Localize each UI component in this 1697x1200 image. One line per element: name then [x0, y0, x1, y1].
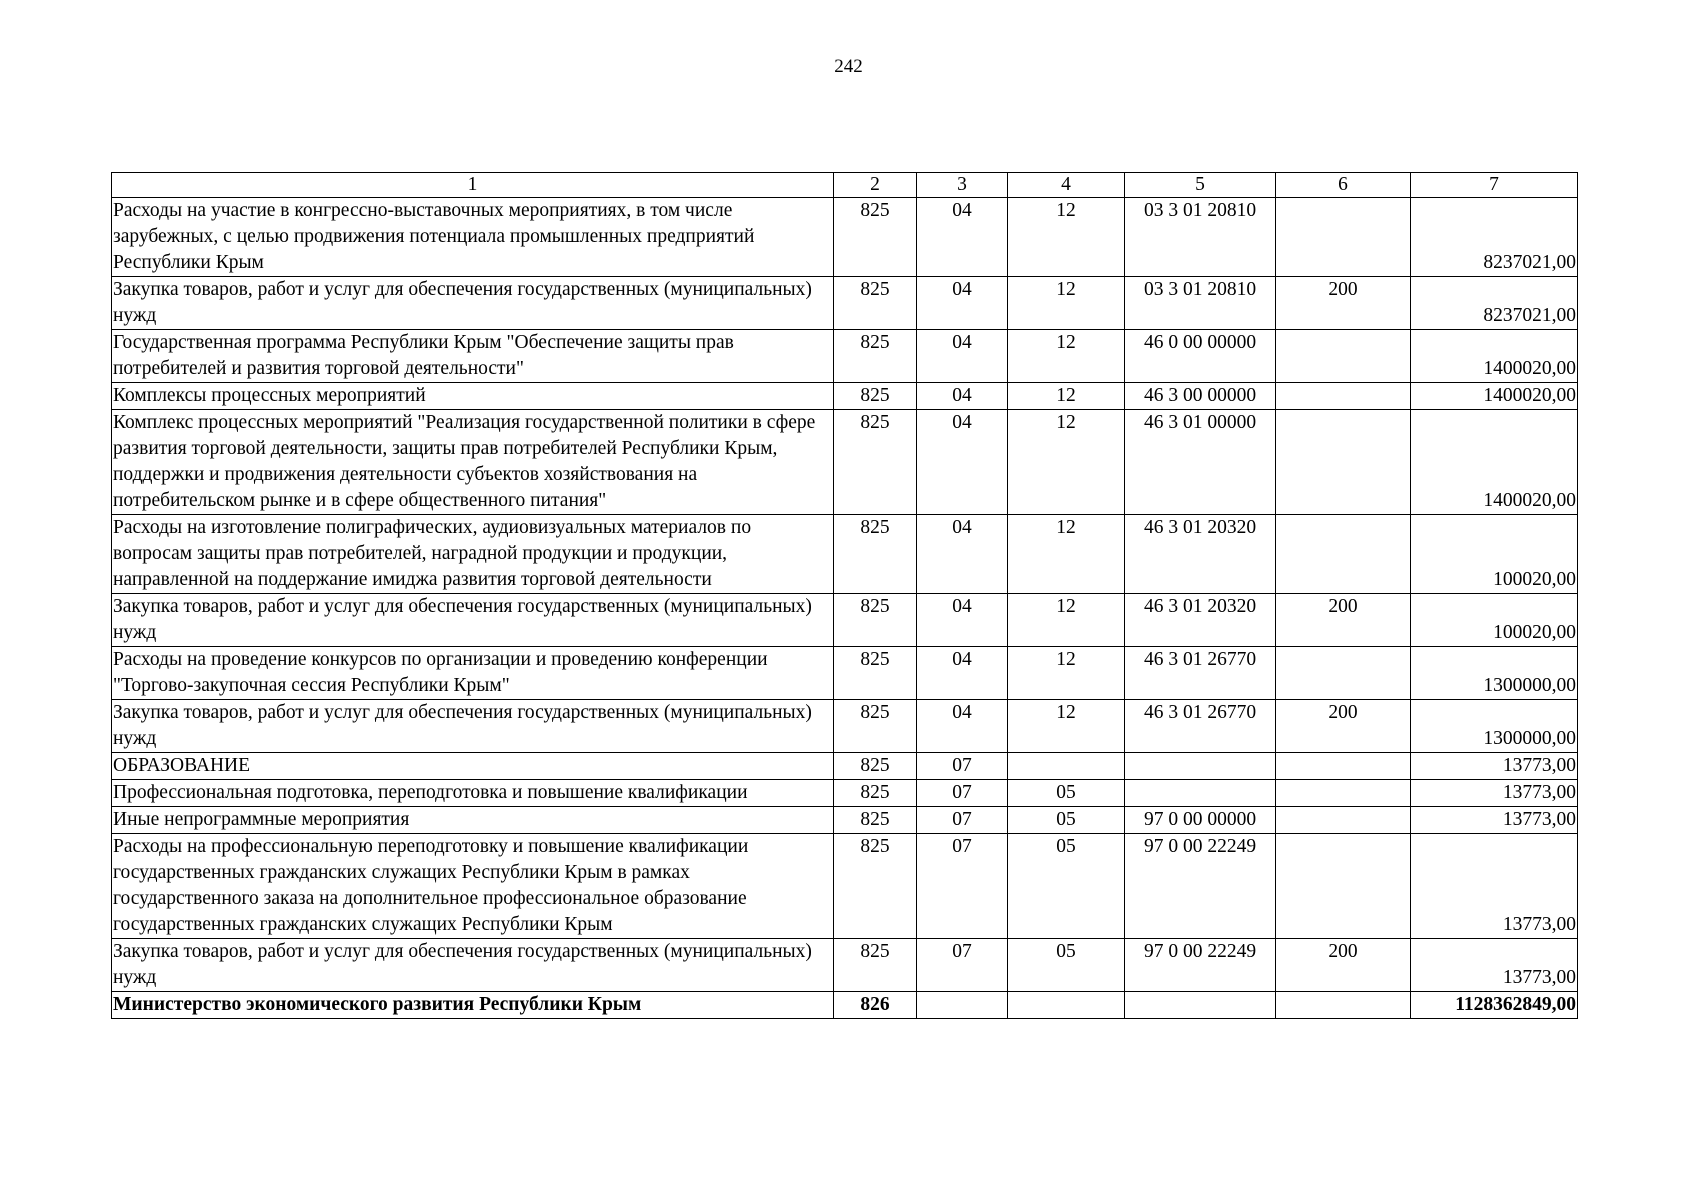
amount-cell: 1128362849,00: [1411, 992, 1578, 1019]
table-row: [112, 410, 1578, 515]
item-name-cell: Расходы на профессиональную переподготовку и повышение квалификации государственных гражданских служащих Республики Крым в рамках государственного заказа на дополнительное профессиональное образование государственных гражданских служащих Республики Крым: [112, 834, 834, 939]
subsection-code-cell: 05: [1008, 939, 1125, 992]
item-name-cell: Расходы на изготовление полиграфических, аудиовизуальных материалов по вопросам защиты прав потребителей, наградной продукции и продукции, направленной на поддержание имиджа развития торговой деятельности: [112, 515, 834, 594]
item-name-cell: Расходы на участие в конгрессно-выставочных мероприятиях, в том числе зарубежных, с целью продвижения потенциала промышленных предприятий Республики Крым: [112, 198, 834, 277]
section-code-cell: 04: [917, 594, 1008, 647]
item-name-cell: Расходы на проведение конкурсов по организации и проведению конференции "Торгово-закупочная сессия Республики Крым": [112, 647, 834, 700]
item-name-cell: Закупка товаров, работ и услуг для обеспечения государственных (муниципальных) нужд: [112, 594, 834, 647]
subsection-code-cell: [1008, 753, 1125, 780]
amount-cell: 8237021,00: [1411, 198, 1578, 277]
section-code-cell: 04: [917, 198, 1008, 277]
expense-type-code-cell: [1276, 198, 1411, 277]
item-name-cell: Закупка товаров, работ и услуг для обеспечения государственных (муниципальных) нужд: [112, 277, 834, 330]
item-name-cell: Закупка товаров, работ и услуг для обеспечения государственных (муниципальных) нужд: [112, 700, 834, 753]
target-article-code-cell: 97 0 00 22249: [1125, 834, 1276, 939]
expense-type-code-cell: [1276, 410, 1411, 515]
target-article-code-cell: 03 3 01 20810: [1125, 198, 1276, 277]
subsection-code-cell: 05: [1008, 834, 1125, 939]
subsection-code-cell: 12: [1008, 410, 1125, 515]
expense-type-code-cell: [1276, 515, 1411, 594]
section-code-cell: [917, 992, 1008, 1019]
amount-cell: 100020,00: [1411, 594, 1578, 647]
amount-cell: 1300000,00: [1411, 647, 1578, 700]
column-header-6: 6: [1276, 173, 1411, 198]
column-header-4: 4: [1008, 173, 1125, 198]
target-article-code-cell: 03 3 01 20810: [1125, 277, 1276, 330]
subsection-code-cell: 12: [1008, 277, 1125, 330]
target-article-code-cell: [1125, 780, 1276, 807]
target-article-code-cell: 46 3 01 00000: [1125, 410, 1276, 515]
section-code-cell: 04: [917, 410, 1008, 515]
grbs-code-cell: 825: [834, 277, 917, 330]
column-header-1: 1: [112, 173, 834, 198]
table-row: [112, 594, 1578, 647]
expense-type-code-cell: 200: [1276, 700, 1411, 753]
table-row: [112, 753, 1578, 780]
item-name-cell: Профессиональная подготовка, переподготовка и повышение квалификации: [112, 780, 834, 807]
expense-type-code-cell: [1276, 753, 1411, 780]
grbs-code-cell: 825: [834, 198, 917, 277]
item-name-cell: Закупка товаров, работ и услуг для обеспечения государственных (муниципальных) нужд: [112, 939, 834, 992]
subsection-code-cell: 12: [1008, 647, 1125, 700]
amount-cell: 100020,00: [1411, 515, 1578, 594]
section-code-cell: 07: [917, 780, 1008, 807]
grbs-code-cell: 826: [834, 992, 917, 1019]
subsection-code-cell: 12: [1008, 383, 1125, 410]
amount-cell: 13773,00: [1411, 753, 1578, 780]
section-code-cell: 04: [917, 647, 1008, 700]
item-name-cell: ОБРАЗОВАНИЕ: [112, 753, 834, 780]
target-article-code-cell: 46 3 01 20320: [1125, 515, 1276, 594]
table-row: [112, 383, 1578, 410]
amount-cell: 1400020,00: [1411, 383, 1578, 410]
expense-type-code-cell: [1276, 807, 1411, 834]
expense-type-code-cell: 200: [1276, 939, 1411, 992]
table-row: [112, 277, 1578, 330]
expense-type-code-cell: [1276, 780, 1411, 807]
column-header-5: 5: [1125, 173, 1276, 198]
section-code-cell: 04: [917, 515, 1008, 594]
table-row: [112, 992, 1578, 1019]
subsection-code-cell: 12: [1008, 198, 1125, 277]
amount-cell: 13773,00: [1411, 939, 1578, 992]
subsection-code-cell: 12: [1008, 330, 1125, 383]
budget-table: [111, 172, 1578, 1019]
item-name-cell: Иные непрограммные мероприятия: [112, 807, 834, 834]
table-row: [112, 700, 1578, 753]
table-row: [112, 939, 1578, 992]
grbs-code-cell: 825: [834, 939, 917, 992]
expense-type-code-cell: [1276, 992, 1411, 1019]
target-article-code-cell: 97 0 00 22249: [1125, 939, 1276, 992]
table-row: [112, 330, 1578, 383]
expense-type-code-cell: [1276, 647, 1411, 700]
expense-type-code-cell: [1276, 834, 1411, 939]
section-code-cell: 04: [917, 330, 1008, 383]
item-name-cell: Государственная программа Республики Крым "Обеспечение защиты прав потребителей и развития торговой деятельности": [112, 330, 834, 383]
amount-cell: 13773,00: [1411, 780, 1578, 807]
table-row: [112, 198, 1578, 277]
grbs-code-cell: 825: [834, 834, 917, 939]
table-row: [112, 834, 1578, 939]
amount-cell: 13773,00: [1411, 807, 1578, 834]
target-article-code-cell: [1125, 992, 1276, 1019]
section-code-cell: 07: [917, 939, 1008, 992]
section-code-cell: 04: [917, 277, 1008, 330]
column-header-2: 2: [834, 173, 917, 198]
subsection-code-cell: 12: [1008, 515, 1125, 594]
subsection-code-cell: 12: [1008, 700, 1125, 753]
target-article-code-cell: 46 0 00 00000: [1125, 330, 1276, 383]
amount-cell: 1400020,00: [1411, 330, 1578, 383]
grbs-code-cell: 825: [834, 410, 917, 515]
target-article-code-cell: [1125, 753, 1276, 780]
grbs-code-cell: 825: [834, 753, 917, 780]
target-article-code-cell: 46 3 01 20320: [1125, 594, 1276, 647]
subsection-code-cell: 05: [1008, 780, 1125, 807]
section-code-cell: 07: [917, 807, 1008, 834]
grbs-code-cell: 825: [834, 807, 917, 834]
item-name-cell: Комплекс процессных мероприятий "Реализация государственной политики в сфере развития торговой деятельности, защиты прав потребителей Республики Крым, поддержки и продвижения деятельности субъектов хозяйствования на потребительском рынке и в сфере общественного питания": [112, 410, 834, 515]
expense-type-code-cell: [1276, 383, 1411, 410]
target-article-code-cell: 46 3 01 26770: [1125, 647, 1276, 700]
section-code-cell: 04: [917, 383, 1008, 410]
expense-type-code-cell: 200: [1276, 277, 1411, 330]
amount-cell: 8237021,00: [1411, 277, 1578, 330]
subsection-code-cell: [1008, 992, 1125, 1019]
target-article-code-cell: 97 0 00 00000: [1125, 807, 1276, 834]
grbs-code-cell: 825: [834, 330, 917, 383]
table-row: [112, 647, 1578, 700]
amount-cell: 1300000,00: [1411, 700, 1578, 753]
grbs-code-cell: 825: [834, 700, 917, 753]
section-code-cell: 04: [917, 700, 1008, 753]
grbs-code-cell: 825: [834, 383, 917, 410]
target-article-code-cell: 46 3 01 26770: [1125, 700, 1276, 753]
column-header-3: 3: [917, 173, 1008, 198]
page-number: 242: [834, 56, 863, 77]
section-code-cell: 07: [917, 753, 1008, 780]
section-code-cell: 07: [917, 834, 1008, 939]
expense-type-code-cell: 200: [1276, 594, 1411, 647]
table-row: [112, 515, 1578, 594]
grbs-code-cell: 825: [834, 515, 917, 594]
item-name-cell: Комплексы процессных мероприятий: [112, 383, 834, 410]
subsection-code-cell: 05: [1008, 807, 1125, 834]
amount-cell: 13773,00: [1411, 834, 1578, 939]
expense-type-code-cell: [1276, 330, 1411, 383]
subsection-code-cell: 12: [1008, 594, 1125, 647]
header-row: [112, 173, 1578, 198]
table-row: [112, 780, 1578, 807]
table-row: [112, 807, 1578, 834]
amount-cell: 1400020,00: [1411, 410, 1578, 515]
target-article-code-cell: 46 3 00 00000: [1125, 383, 1276, 410]
grbs-code-cell: 825: [834, 594, 917, 647]
grbs-code-cell: 825: [834, 647, 917, 700]
table-body: [112, 198, 1578, 1019]
grbs-code-cell: 825: [834, 780, 917, 807]
item-name-cell: Министерство экономического развития Республики Крым: [112, 992, 834, 1019]
column-header-7: 7: [1411, 173, 1578, 198]
